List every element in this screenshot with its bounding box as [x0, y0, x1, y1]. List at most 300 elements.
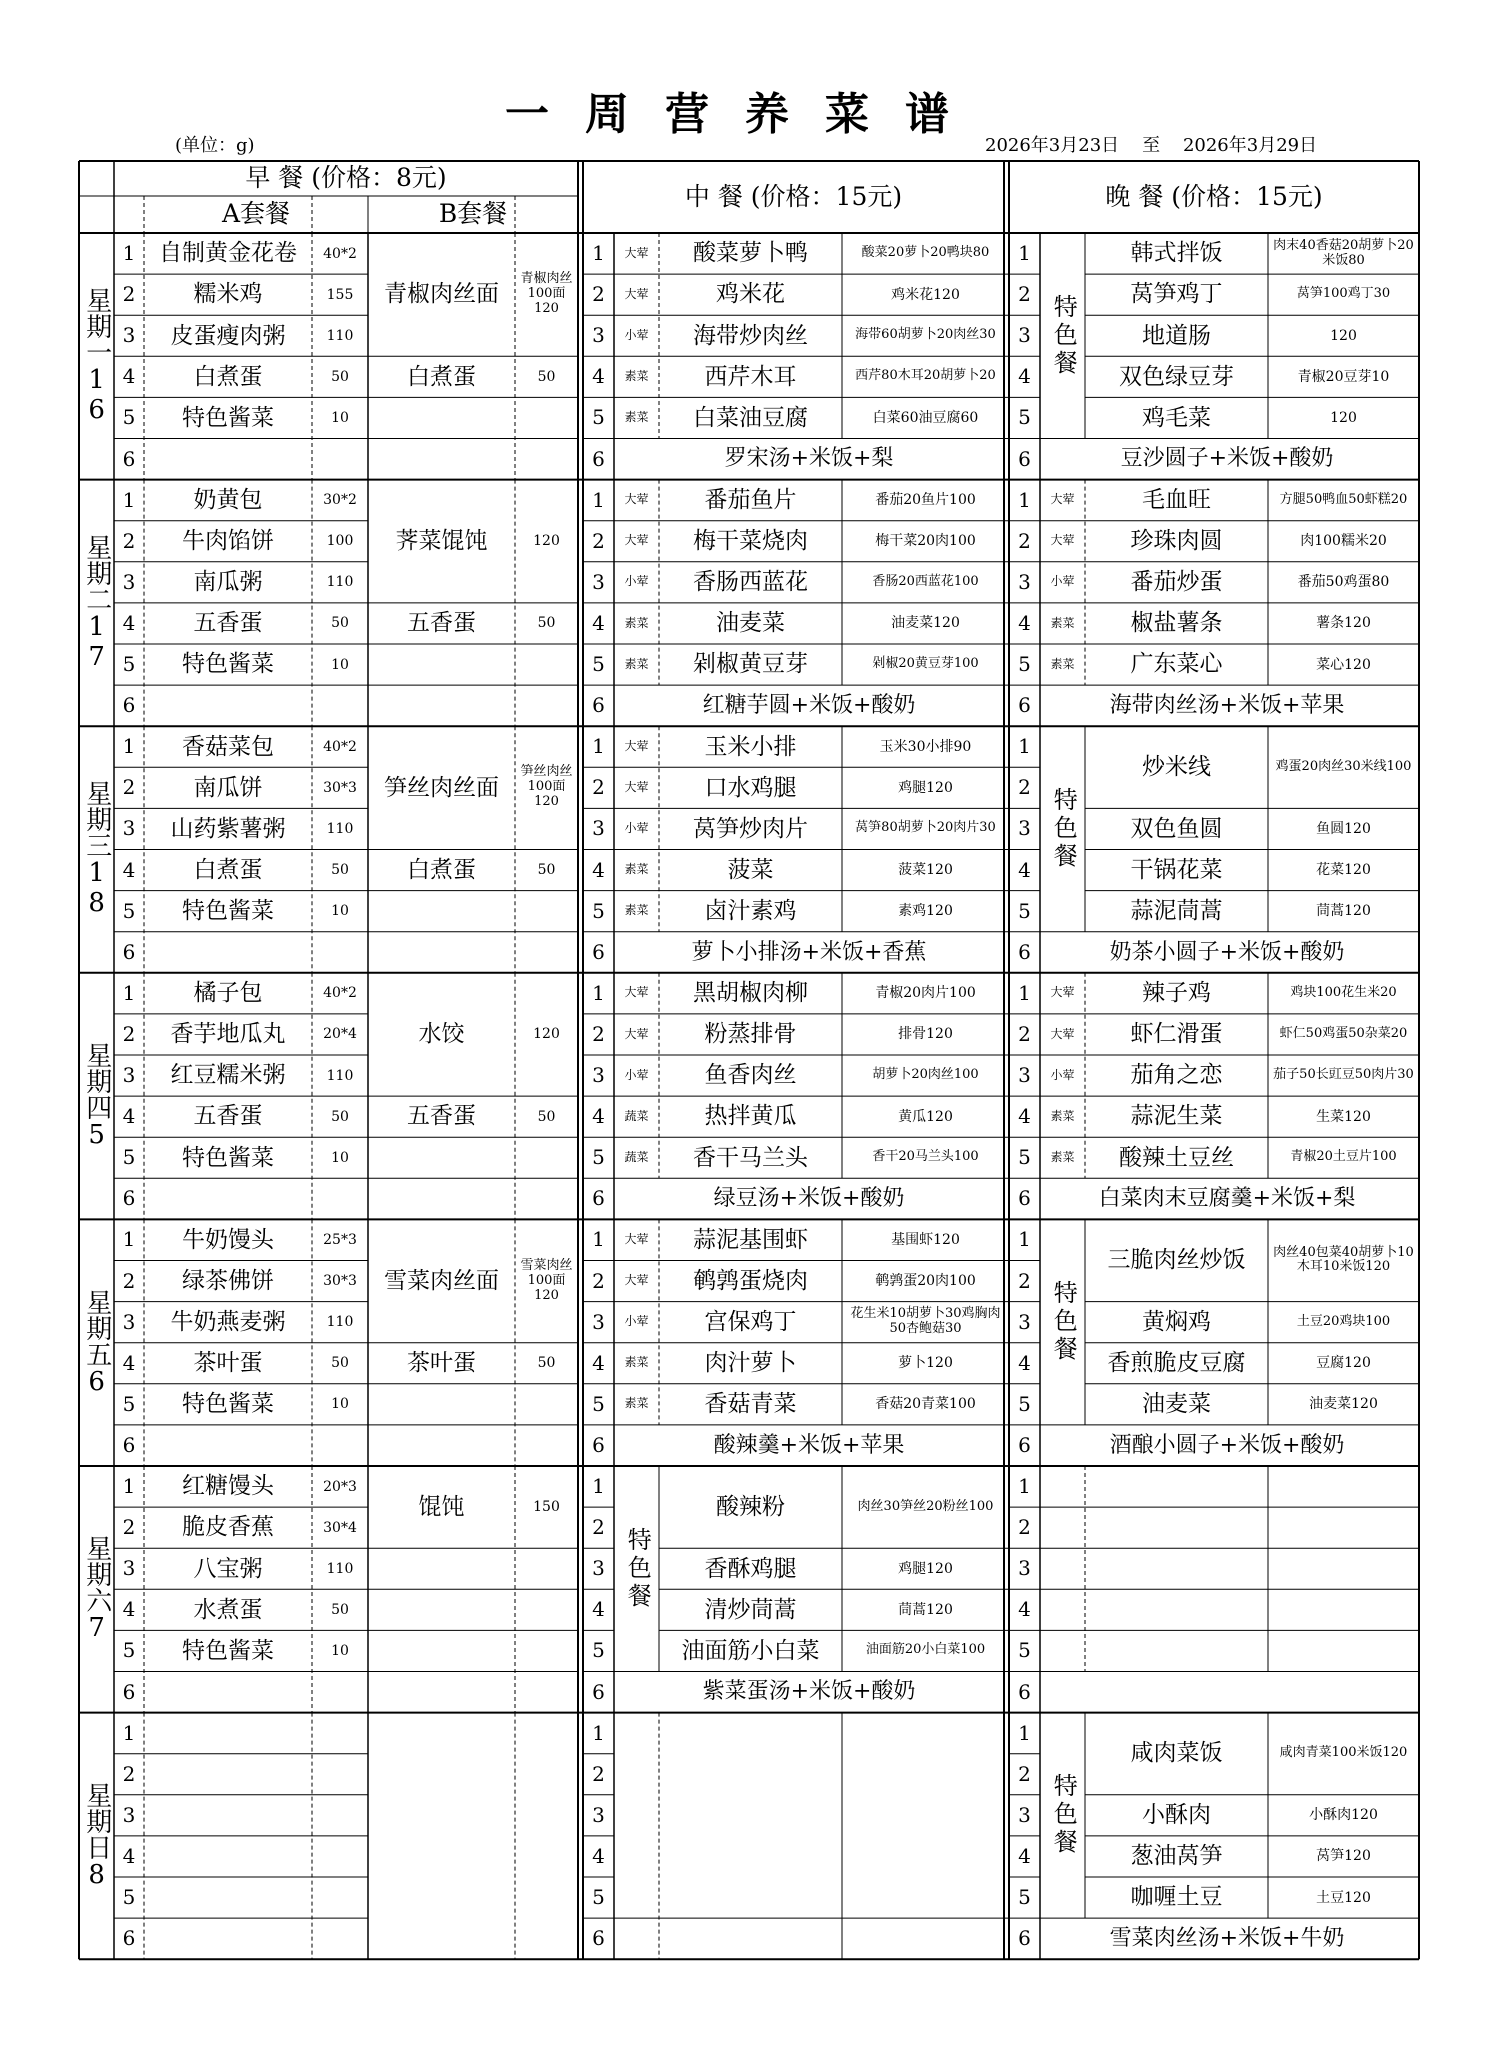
- breakfast-a-dish: [144, 1918, 312, 1959]
- unit-label: (单位：g): [175, 135, 255, 156]
- dinner-dish: 蒜泥茼蒿: [1130, 897, 1223, 924]
- lunch-row-number: 6: [592, 939, 605, 964]
- dinner-summary: 海带肉丝汤+米饭+苹果: [1109, 692, 1345, 718]
- lunch-category: 素菜: [624, 410, 649, 425]
- dinner-row-number: 1: [1018, 734, 1031, 759]
- dinner-row-number: 4: [1018, 1350, 1031, 1375]
- lunch-qty: 基围虾120: [891, 1231, 960, 1248]
- breakfast-a-qty: 30*4: [323, 1519, 357, 1536]
- lunch-category: 大荤: [624, 738, 649, 753]
- lunch-dish: 粉蒸排骨: [704, 1021, 797, 1048]
- breakfast-a-dish: 红糖馒头: [182, 1473, 274, 1500]
- day-name: 星期日: [81, 1781, 112, 1860]
- dinner-qty: 豆腐120: [1316, 1355, 1371, 1372]
- dinner-dish: 鸡毛菜: [1142, 404, 1211, 431]
- lunch-category: 大荤: [624, 985, 649, 1000]
- lunch-dish: 油面筋小白菜: [681, 1637, 820, 1664]
- day-date: 16: [81, 365, 112, 426]
- breakfast-header: 早 餐 (价格：8元): [245, 163, 447, 193]
- breakfast-a-qty: [312, 1754, 368, 1795]
- row-number: 2: [122, 282, 136, 307]
- lunch-category: 大荤: [624, 533, 649, 548]
- dinner-dish: 韩式拌饭: [1130, 240, 1223, 267]
- dinner-row-number: 6: [1018, 1926, 1031, 1951]
- lunch-category: 小荤: [624, 1067, 649, 1082]
- lunch-qty: 梅干菜20肉100: [875, 533, 976, 550]
- lunch-dish: 莴笋炒肉片: [693, 815, 808, 842]
- dinner-special-label: 特色餐: [1049, 1280, 1078, 1365]
- breakfast-b-qty: [515, 439, 578, 480]
- breakfast-a-dish: 八宝粥: [193, 1555, 263, 1582]
- dinner-category: 大荤: [1050, 492, 1075, 507]
- breakfast-a-qty: 110: [326, 1314, 354, 1331]
- lunch-category: 素菜: [624, 1355, 649, 1370]
- row-number: 1: [122, 1227, 136, 1252]
- dinner-qty: 油麦菜120: [1309, 1396, 1378, 1413]
- day-date: 18: [81, 858, 112, 919]
- dinner-category: 大荤: [1050, 1026, 1075, 1041]
- lunch-qty: 香菇20青菜100: [875, 1396, 976, 1413]
- dinner-dish: 小酥肉: [1142, 1802, 1211, 1829]
- breakfast-b-dish: [368, 1589, 515, 1630]
- lunch-category: 小荤: [624, 327, 649, 342]
- breakfast-b-dish: [368, 1713, 515, 1960]
- breakfast-b-dish: 五香蛋: [407, 1103, 476, 1130]
- date-to: 2026年3月29日: [1182, 135, 1318, 156]
- dinner-dish: 辣子鸡: [1142, 980, 1211, 1007]
- lunch-row-number: 2: [592, 282, 605, 307]
- lunch-summary: 紫菜蛋汤+米饭+酸奶: [702, 1679, 916, 1705]
- dinner-qty: 肉100糯米20: [1300, 533, 1387, 550]
- lunch-row-number: 1: [592, 487, 605, 512]
- breakfast-a-dish: 橘子包: [193, 980, 263, 1007]
- row-number: 4: [122, 857, 136, 882]
- dinner-dish: 双色绿豆芽: [1119, 363, 1234, 390]
- lunch-row-number: 5: [592, 1885, 605, 1910]
- row-number: 5: [122, 1885, 136, 1910]
- lunch-dish: 肉汁萝卜: [704, 1350, 797, 1377]
- lunch-dish: 黑胡椒肉柳: [693, 980, 808, 1007]
- lunch-summary: 绿豆汤+米饭+酸奶: [713, 1186, 905, 1212]
- lunch-row-number: 4: [592, 1350, 605, 1375]
- row-number: 1: [122, 241, 136, 266]
- lunch-qty: 萝卜120: [898, 1355, 953, 1372]
- breakfast-a-dish: 牛肉馅饼: [182, 528, 274, 555]
- dinner-row-number: 6: [1018, 1186, 1031, 1211]
- breakfast-b-qty: [515, 1425, 578, 1466]
- breakfast-b-dish: [368, 891, 515, 932]
- dinner-dish: 茄角之恋: [1130, 1062, 1223, 1089]
- breakfast-a-dish: [144, 1425, 312, 1466]
- dinner-dish: [1085, 1630, 1268, 1671]
- lunch-row-number: 2: [592, 528, 605, 553]
- lunch-qty: 鸡腿120: [898, 779, 953, 796]
- lunch-category: 小荤: [624, 1314, 649, 1329]
- dinner-dish: 咖喱土豆: [1130, 1884, 1223, 1911]
- breakfast-a-qty: [312, 439, 368, 480]
- breakfast-a-dish: 山药紫薯粥: [170, 815, 286, 842]
- lunch-dish: 油麦菜: [716, 610, 785, 637]
- breakfast-b-dish: 馄饨: [418, 1493, 465, 1520]
- dinner-dish: 莴笋鸡丁: [1130, 281, 1223, 308]
- row-number: 5: [122, 898, 136, 923]
- row-number: 6: [122, 1186, 136, 1211]
- breakfast-a-dish: 特色酱菜: [182, 1391, 274, 1418]
- day-date: 7: [81, 1613, 112, 1644]
- dinner-dish: 番茄炒蛋: [1130, 569, 1223, 596]
- dinner-dish: [1085, 1466, 1268, 1507]
- lunch-dish: 清炒茼蒿: [704, 1596, 797, 1623]
- day-name: 星期一: [81, 287, 112, 366]
- breakfast-a-qty: [312, 685, 368, 726]
- breakfast-b-qty: 50: [537, 862, 556, 878]
- dinner-dish: 椒盐薯条: [1130, 610, 1223, 637]
- row-number: 5: [122, 652, 136, 677]
- lunch-category: 小荤: [624, 821, 649, 836]
- row-number: 4: [122, 610, 136, 635]
- breakfast-b-qty: 50: [537, 1355, 556, 1372]
- breakfast-a-dish: 脆皮香蕉: [182, 1514, 274, 1541]
- breakfast-a-dish: 特色酱菜: [182, 404, 274, 431]
- row-number: 1: [122, 734, 136, 759]
- lunch-dish: 宫保鸡丁: [704, 1308, 797, 1335]
- breakfast-a-dish: 牛奶馒头: [182, 1226, 274, 1253]
- dinner-dish: 油麦菜: [1142, 1391, 1211, 1418]
- dinner-summary: 白菜肉末豆腐羹+米饭+梨: [1098, 1186, 1356, 1212]
- breakfast-b-dish: 笋丝肉丝面: [384, 774, 499, 801]
- day-name: 星期五: [81, 1288, 112, 1367]
- lunch-row-number: 3: [592, 816, 605, 841]
- dinner-dish: 葱油莴笋: [1130, 1843, 1223, 1870]
- row-number: 1: [122, 1474, 136, 1499]
- dinner-row-number: 4: [1018, 1104, 1031, 1129]
- lunch-category: 大荤: [624, 1273, 649, 1288]
- row-number: 6: [122, 1679, 136, 1704]
- dinner-dish: [1085, 1507, 1268, 1548]
- lunch-category: 大荤: [624, 1026, 649, 1041]
- lunch-dish: 香酥鸡腿: [704, 1555, 797, 1582]
- lunch-row-number: 6: [592, 693, 605, 718]
- breakfast-a-qty: 25*3: [323, 1231, 357, 1248]
- row-number: 6: [122, 939, 136, 964]
- lunch-row-number: 6: [592, 1926, 605, 1951]
- breakfast-b-dish: [368, 685, 515, 726]
- lunch-category: 素菜: [624, 1396, 649, 1411]
- day-date: 5: [81, 1120, 112, 1151]
- breakfast-b-dish: 青椒肉丝面: [384, 281, 499, 308]
- dinner-row-number: 6: [1018, 939, 1031, 964]
- breakfast-b-dish: [368, 644, 515, 685]
- dinner-row-number: 6: [1018, 693, 1031, 718]
- dinner-category: [1040, 1630, 1085, 1671]
- breakfast-a-dish: 奶黄包: [193, 486, 263, 513]
- dinner-row-number: 5: [1018, 898, 1031, 923]
- lunch-category: 素菜: [624, 368, 649, 383]
- row-number: 2: [122, 1268, 136, 1293]
- lunch-qty: 玉米30小排90: [879, 738, 972, 755]
- dinner-row-number: 2: [1018, 1268, 1031, 1293]
- dinner-row-number: 2: [1018, 1515, 1031, 1540]
- breakfast-a-qty: [312, 1713, 368, 1754]
- dinner-row-number: 5: [1018, 1145, 1031, 1170]
- breakfast-a-dish: 特色酱菜: [182, 651, 274, 678]
- lunch-row-number: 3: [592, 1802, 605, 1827]
- row-number: 1: [122, 487, 136, 512]
- dinner-qty: 鱼圆120: [1316, 820, 1371, 837]
- breakfast-b-qty: [515, 1178, 578, 1219]
- lunch-row-number: 2: [592, 1761, 605, 1786]
- row-number: 5: [122, 1638, 136, 1663]
- dinner-qty: 莴笋120: [1316, 1848, 1371, 1865]
- dinner-qty: 青椒20土豆片100: [1290, 1149, 1397, 1165]
- dinner-dish: 珍珠肉圆: [1130, 528, 1223, 555]
- lunch-row-number: 2: [592, 775, 605, 800]
- dinner-row-number: 3: [1018, 1802, 1031, 1827]
- breakfast-a-qty: 50: [331, 368, 349, 385]
- breakfast-a-dish: [144, 1713, 312, 1754]
- lunch-qty: 油麦菜120: [891, 615, 960, 632]
- row-number: 6: [122, 1432, 136, 1457]
- breakfast-a-qty: 110: [326, 1067, 354, 1084]
- day-label: [79, 233, 114, 480]
- dinner-row-number: 3: [1018, 323, 1031, 348]
- dinner-dish: 干锅花菜: [1130, 856, 1223, 883]
- dinner-special-label: 特色餐: [1049, 1773, 1078, 1858]
- dinner-row-number: 5: [1018, 1391, 1031, 1416]
- dinner-row-number: 1: [1018, 1720, 1031, 1745]
- breakfast-a-qty: [312, 1877, 368, 1918]
- day-name: 星期二: [81, 533, 112, 612]
- dinner-row-number: 2: [1018, 1021, 1031, 1046]
- breakfast-a-dish: 茶叶蛋: [193, 1350, 263, 1377]
- dinner-qty: 方腿50鸭血50虾糕20: [1279, 491, 1408, 507]
- lunch-row-number: 3: [592, 569, 605, 594]
- breakfast-b-dish: [368, 1425, 515, 1466]
- breakfast-b-dish: 五香蛋: [407, 610, 476, 637]
- lunch-qty: 海带60胡萝卜20肉丝30: [855, 327, 996, 343]
- lunch-qty: 鸡腿120: [898, 1560, 953, 1577]
- dinner-qty: 生菜120: [1316, 1108, 1371, 1125]
- dinner-qty: 小酥肉120: [1309, 1807, 1378, 1824]
- dinner-summary: [1040, 1672, 1414, 1713]
- breakfast-b-qty: [515, 1713, 578, 1960]
- breakfast-a-qty: 10: [331, 656, 349, 673]
- day-name: 星期六: [81, 1535, 112, 1614]
- breakfast-a-qty: 10: [331, 409, 349, 426]
- lunch-row-number: 4: [592, 1843, 605, 1868]
- dinner-dish: 咸肉菜饭: [1130, 1740, 1223, 1767]
- lunch-qty: 酸菜20萝卜20鸭块80: [861, 245, 990, 261]
- lunch-summary: 酸辣羹+米饭+苹果: [713, 1432, 905, 1458]
- lunch-row-number: 4: [592, 1597, 605, 1622]
- lunch-dish: 西芹木耳: [704, 363, 797, 390]
- dinner-row-number: 1: [1018, 487, 1031, 512]
- dinner-row-number: 5: [1018, 1885, 1031, 1910]
- dinner-summary: 奶茶小圆子+米饭+酸奶: [1109, 939, 1345, 965]
- lunch-qty: 素鸡120: [898, 903, 953, 920]
- row-number: 4: [122, 1597, 136, 1622]
- breakfast-a-dish: 白煮蛋: [193, 363, 263, 390]
- breakfast-b-qty: 50: [537, 1108, 556, 1125]
- breakfast-b-qty: [515, 1672, 578, 1713]
- lunch-qty: 肉丝30笋丝20粉丝100: [857, 1498, 994, 1514]
- lunch-qty: 番茄20鱼片100: [875, 492, 976, 509]
- breakfast-a-dish: 皮蛋瘦肉粥: [170, 322, 286, 349]
- breakfast-a-qty: 30*3: [323, 779, 357, 796]
- lunch-dish: 海带炒肉丝: [693, 322, 808, 349]
- breakfast-a-dish: 糯米鸡: [193, 281, 263, 308]
- dinner-qty: 菜心120: [1316, 656, 1371, 673]
- page-title: 一周营养菜谱: [505, 89, 985, 140]
- breakfast-b-qty: 120: [533, 533, 560, 550]
- row-number: 3: [122, 569, 136, 594]
- lunch-row-number: 1: [592, 1474, 605, 1499]
- dinner-row-number: 3: [1018, 816, 1031, 841]
- lunch-row-number: 6: [592, 1679, 605, 1704]
- breakfast-a-dish: [144, 1877, 312, 1918]
- lunch-row-number: 2: [592, 1515, 605, 1540]
- dinner-row-number: 2: [1018, 282, 1031, 307]
- date-sep: 至: [1142, 135, 1161, 156]
- breakfast-a-dish: [144, 1672, 312, 1713]
- dinner-category: 素菜: [1050, 656, 1075, 671]
- dinner-category: [1040, 1589, 1085, 1630]
- breakfast-b-dish: 茶叶蛋: [407, 1350, 476, 1377]
- lunch-qty: 鹌鹑蛋20肉100: [875, 1273, 976, 1289]
- lunch-qty: 莴笋80胡萝卜20肉片30: [855, 820, 996, 836]
- breakfast-a-qty: [312, 1918, 368, 1959]
- row-number: 2: [122, 1761, 136, 1786]
- lunch-qty: 排骨120: [898, 1026, 953, 1043]
- dinner-dish: 虾仁滑蛋: [1130, 1021, 1223, 1048]
- breakfast-a-dish: 自制黄金花卷: [159, 240, 297, 267]
- dinner-row-number: 2: [1018, 1761, 1031, 1786]
- lunch-summary: 罗宋汤+米饭+梨: [724, 446, 894, 472]
- dinner-qty: 120: [1330, 409, 1357, 426]
- row-number: 3: [122, 1063, 136, 1088]
- lunch-category: 小荤: [624, 574, 649, 589]
- dinner-qty: 土豆20鸡块100: [1296, 1313, 1391, 1329]
- dinner-dish: 蒜泥生菜: [1130, 1103, 1223, 1130]
- dinner-dish: [1085, 1589, 1268, 1630]
- breakfast-a-dish: 特色酱菜: [182, 1144, 274, 1171]
- breakfast-a-dish: [144, 685, 312, 726]
- lunch-summary: 红糖芋圆+米饭+酸奶: [702, 692, 916, 718]
- breakfast-a-qty: 30*2: [323, 492, 357, 509]
- lunch-row-number: 1: [592, 734, 605, 759]
- breakfast-a-qty: 40*2: [323, 985, 357, 1002]
- lunch-row-number: 5: [592, 652, 605, 677]
- row-number: 3: [122, 1556, 136, 1581]
- breakfast-a-qty: 110: [326, 1560, 354, 1577]
- lunch-category: 大荤: [624, 245, 649, 260]
- dinner-qty: 肉丝40包菜40胡萝卜10木耳10米饭120: [1273, 1244, 1414, 1275]
- lunch-dish: 酸菜萝卜鸭: [693, 240, 808, 267]
- dinner-category: 素菜: [1050, 1108, 1075, 1123]
- row-number: 4: [122, 1843, 136, 1868]
- dinner-category: [1040, 1466, 1085, 1507]
- set-a-header: A套餐: [221, 199, 291, 229]
- breakfast-a-dish: [144, 1836, 312, 1877]
- lunch-dish: 剁椒黄豆芽: [693, 651, 808, 678]
- dinner-qty: 虾仁50鸡蛋50杂菜20: [1279, 1025, 1408, 1041]
- dinner-dish: 黄焖鸡: [1142, 1308, 1211, 1335]
- breakfast-a-qty: [312, 932, 368, 973]
- breakfast-b-qty: 雪菜肉丝100面120: [520, 1257, 573, 1303]
- row-number: 4: [122, 364, 136, 389]
- lunch-row-number: 3: [592, 1556, 605, 1581]
- lunch-row-number: 3: [592, 1063, 605, 1088]
- lunch-qty: 白菜60油豆腐60: [872, 409, 979, 426]
- breakfast-b-dish: 荠菜馄饨: [395, 528, 488, 555]
- breakfast-a-qty: 30*3: [323, 1273, 357, 1289]
- date-from: 2026年3月23日: [985, 135, 1120, 156]
- dinner-qty: [1268, 1630, 1419, 1671]
- lunch-row-number: 4: [592, 1104, 605, 1129]
- day-name: 星期四: [81, 1042, 112, 1121]
- breakfast-a-dish: 香芋地瓜丸: [170, 1021, 286, 1048]
- lunch-row-number: 5: [592, 1638, 605, 1663]
- row-number: 6: [122, 446, 136, 471]
- breakfast-b-qty: [515, 644, 578, 685]
- breakfast-b-dish: [368, 1630, 515, 1671]
- breakfast-a-dish: 香菇菜包: [182, 733, 274, 760]
- row-number: 2: [122, 528, 136, 553]
- breakfast-a-qty: 10: [331, 1149, 349, 1166]
- row-number: 5: [122, 405, 136, 430]
- lunch-category: 大荤: [624, 779, 649, 794]
- row-number: 4: [122, 1350, 136, 1375]
- breakfast-a-dish: 五香蛋: [193, 1103, 263, 1130]
- lunch-row-number: 1: [592, 241, 605, 266]
- lunch-row-number: 5: [592, 898, 605, 923]
- lunch-dish: 番茄鱼片: [704, 486, 797, 513]
- dinner-special-label: 特色餐: [1049, 786, 1078, 871]
- lunch-qty: 黄瓜120: [898, 1108, 953, 1125]
- dinner-qty: 鸡块100花生米20: [1290, 984, 1397, 1000]
- breakfast-b-dish: [368, 1672, 515, 1713]
- lunch-qty: 油面筋20小白菜100: [865, 1642, 986, 1658]
- breakfast-a-qty: [312, 1836, 368, 1877]
- breakfast-a-qty: [312, 1795, 368, 1836]
- lunch-row-number: 5: [592, 1391, 605, 1416]
- breakfast-b-dish: [368, 1178, 515, 1219]
- lunch-dish: 卤汁素鸡: [704, 897, 797, 924]
- lunch-dish: 热拌黄瓜: [704, 1103, 797, 1130]
- lunch-special-label: 特色餐: [623, 1526, 652, 1611]
- dinner-category: 大荤: [1050, 533, 1075, 548]
- dinner-category: 大荤: [1050, 985, 1075, 1000]
- dinner-dish: [1085, 1548, 1268, 1589]
- dinner-dish: 香煎脆皮豆腐: [1107, 1350, 1246, 1377]
- dinner-qty: 茄子50长豇豆50肉片30: [1273, 1067, 1414, 1083]
- dinner-qty: 青椒20豆芽10: [1297, 368, 1390, 385]
- dinner-category: 素菜: [1050, 1149, 1075, 1164]
- lunch-row-number: 2: [592, 1268, 605, 1293]
- row-number: 1: [122, 1720, 136, 1745]
- day-date: 17: [81, 611, 112, 672]
- lunch-row-number: 5: [592, 1145, 605, 1170]
- dinner-summary: 雪菜肉丝汤+米饭+牛奶: [1109, 1925, 1345, 1951]
- breakfast-a-dish: [144, 439, 312, 480]
- lunch-dish: 香菇青菜: [704, 1391, 797, 1418]
- row-number: 2: [122, 1515, 136, 1540]
- breakfast-a-dish: 特色酱菜: [182, 897, 274, 924]
- lunch-category: 素菜: [624, 862, 649, 877]
- breakfast-a-qty: 20*4: [323, 1026, 357, 1043]
- day-label: [79, 480, 114, 727]
- day-date: 6: [81, 1366, 112, 1397]
